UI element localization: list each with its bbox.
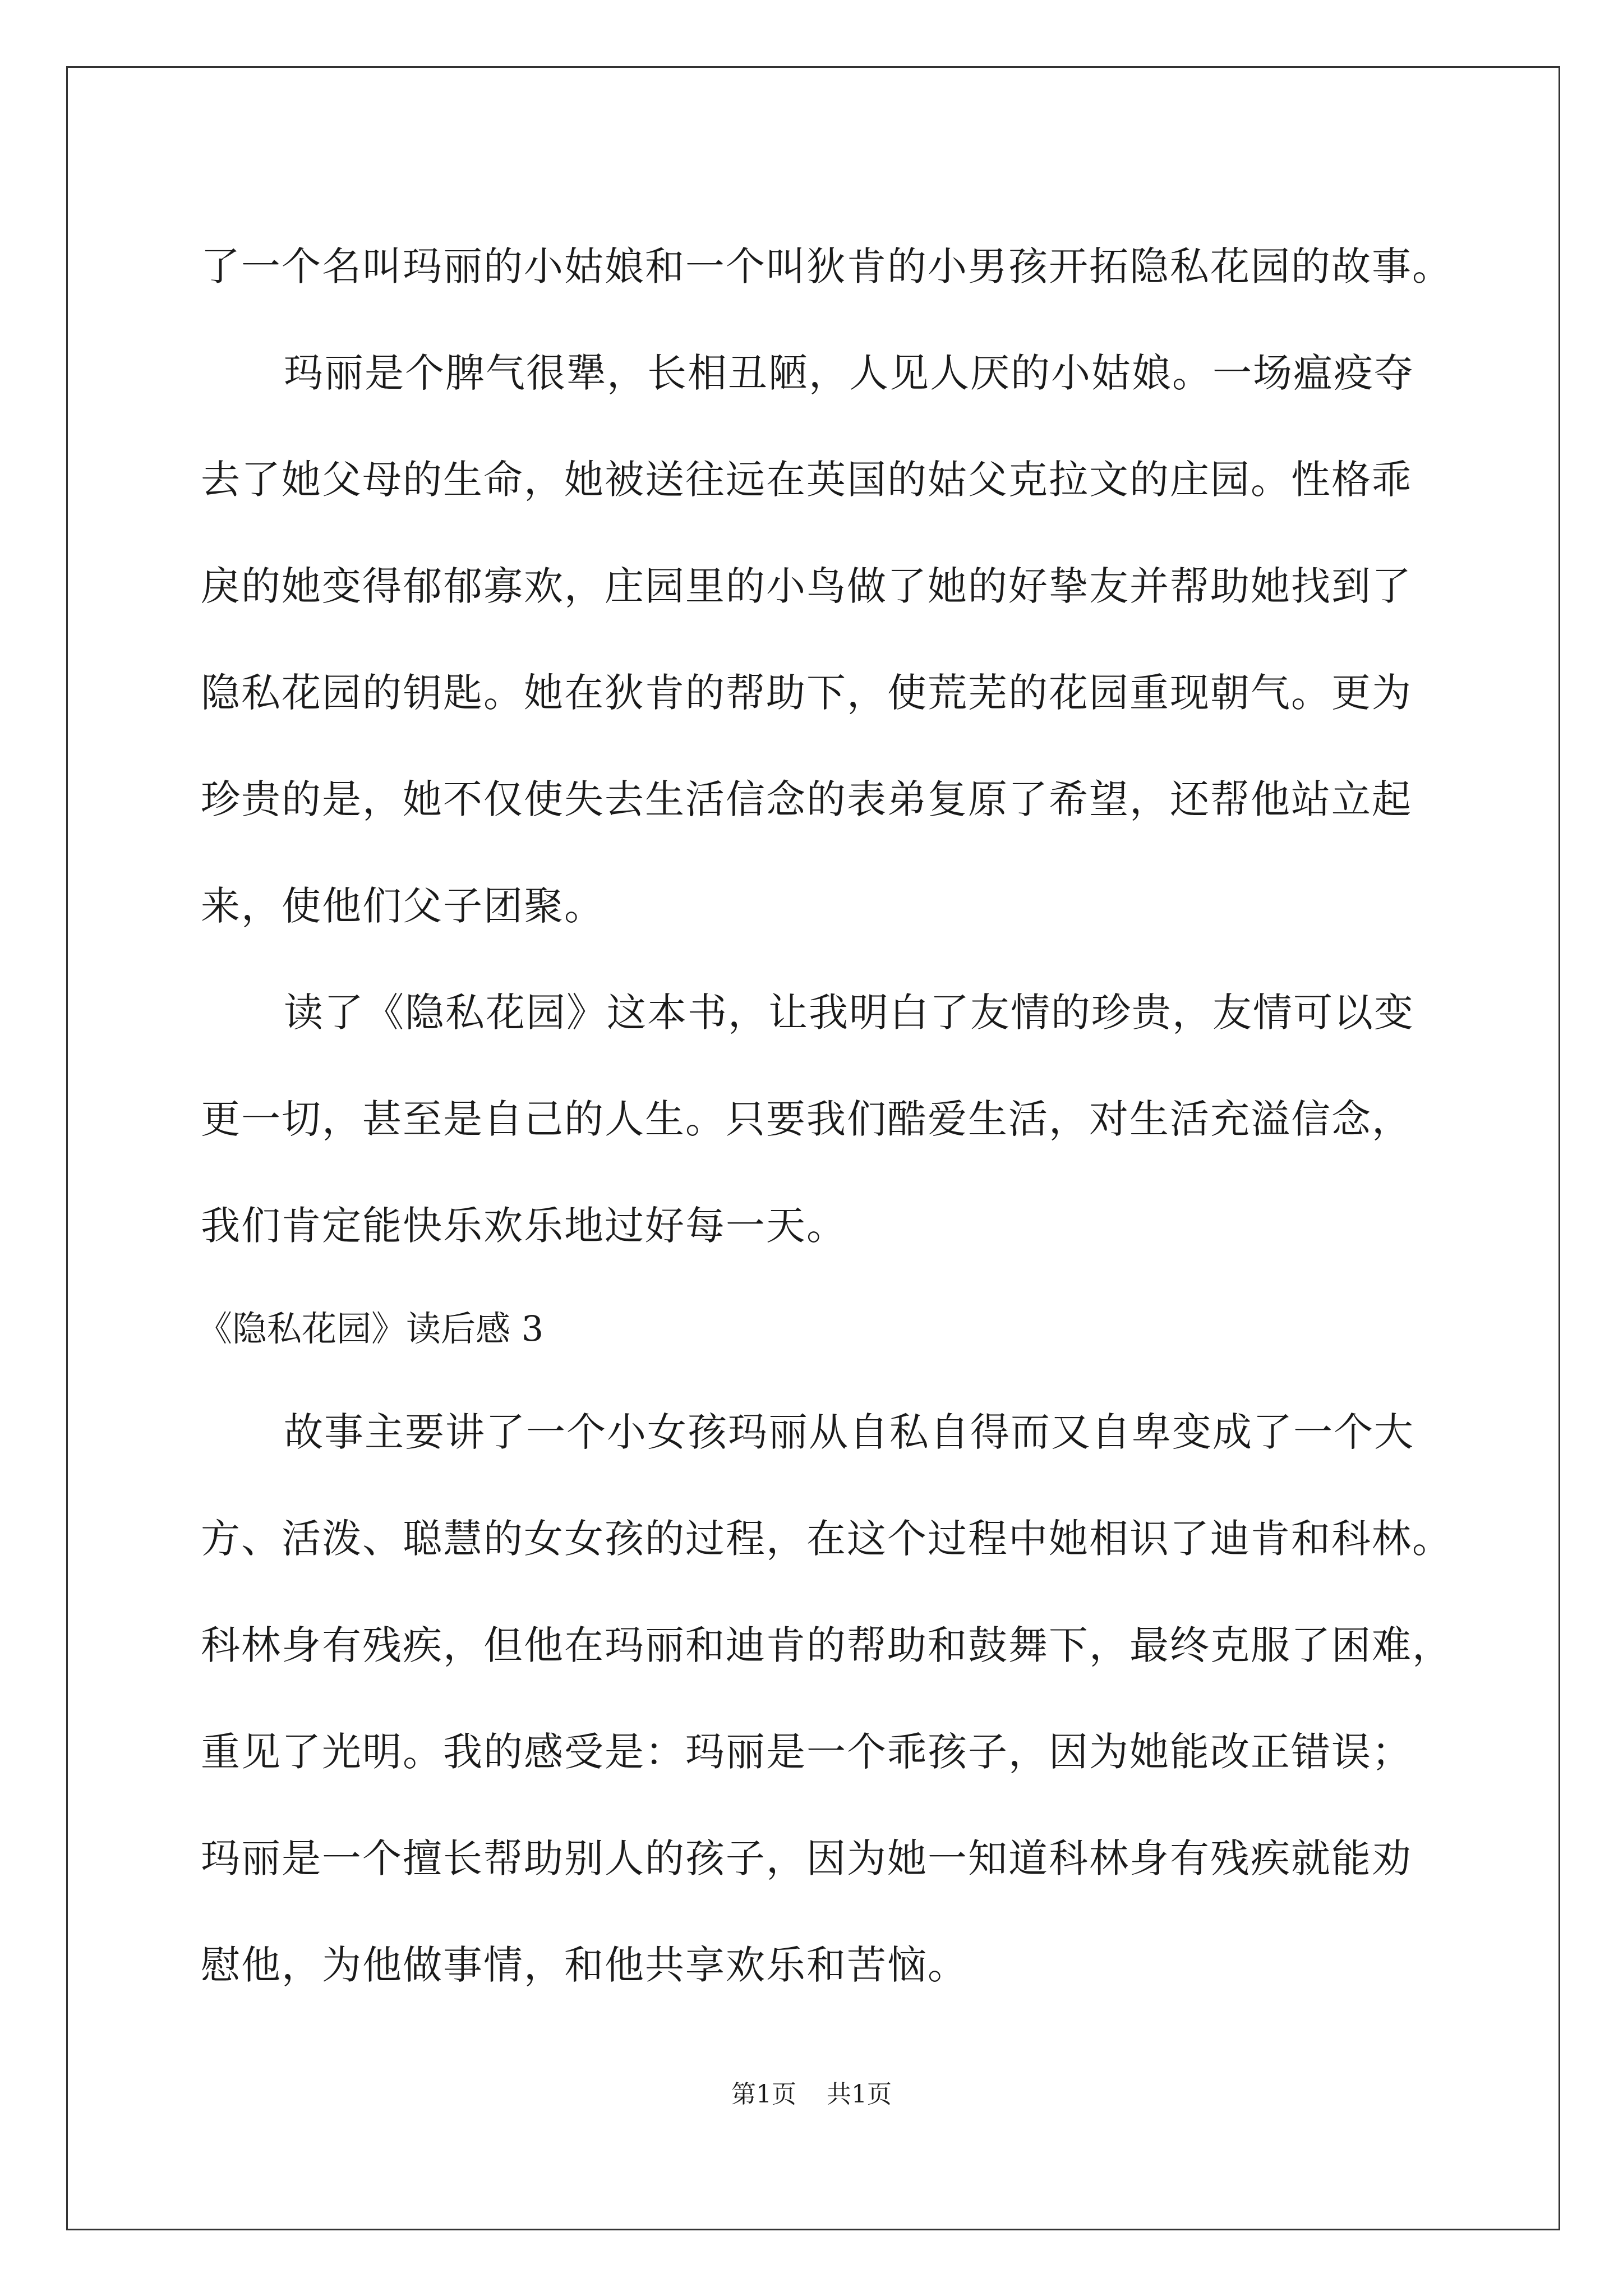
text-line: 方、活泼、聪慧的女女孩的过程，在这个过程中她相识了迪肯和科林。 [201,1516,1453,1562]
paragraph-reflection [201,959,1440,1279]
document-body [197,213,1453,2018]
page-number: 第1页 [731,2080,796,2109]
text-line: 读了《隐私花园》这本书，让我明白了友情的珍贵，友情可以变 [284,990,1414,1036]
paragraph-continuation [201,213,1453,320]
text-line: 去了她父母的生命，她被送往远在英国的姑父克拉文的庄园。性格乖 [201,457,1412,503]
text-line: 更一切，甚至是自己的人生。只要我们酷爱生活，对生活充溢信念， [201,1096,1412,1142]
text-line: 了一个名叫玛丽的小姑娘和一个叫狄肯的小男孩开拓隐私花园的故事。 [201,243,1453,289]
paragraph-story-summary [201,320,1440,959]
text-line: 故事主要讲了一个小女孩玛丽从自私自得而又自卑变成了一个大 [284,1409,1414,1455]
text-line: 我们肯定能快乐欢乐地过好每一天。 [201,1203,847,1249]
text-line: 玛丽是一个擅长帮助别人的孩子，因为她一知道科林身有残疾就能劝 [201,1835,1412,1881]
text-line: 慰他，为他做事情，和他共享欢乐和苦恼。 [201,1942,968,1988]
page-footer [0,2078,1623,2111]
text-line: 隐私花园的钥匙。她在狄肯的帮助下，使荒芜的花园重现朝气。更为 [201,670,1412,716]
text-line: 科林身有残疾，但他在玛丽和迪肯的帮助和鼓舞下，最终克服了困难， [201,1622,1453,1668]
text-line: 珍贵的是，她不仅使失去生活信念的表弟复原了希望，还帮他站立起 [201,776,1412,822]
paragraph-closing [201,1379,1453,2018]
text-line: 来，使他们父子团聚。 [201,883,605,929]
text-line: 戾的她变得郁郁寡欢，庄园里的小鸟做了她的好挚友并帮助她找到了 [201,563,1412,609]
text-line: 重见了光明。我的感受是：玛丽是一个乖孩子，因为她能改正错误； [201,1729,1412,1775]
text-line: 玛丽是个脾气很犟，长相丑陋，人见人厌的小姑娘。一场瘟疫夺 [284,350,1414,396]
section-heading: 《隐私花园》读后感 3 [197,1308,544,1349]
page-total: 共1页 [827,2080,892,2109]
